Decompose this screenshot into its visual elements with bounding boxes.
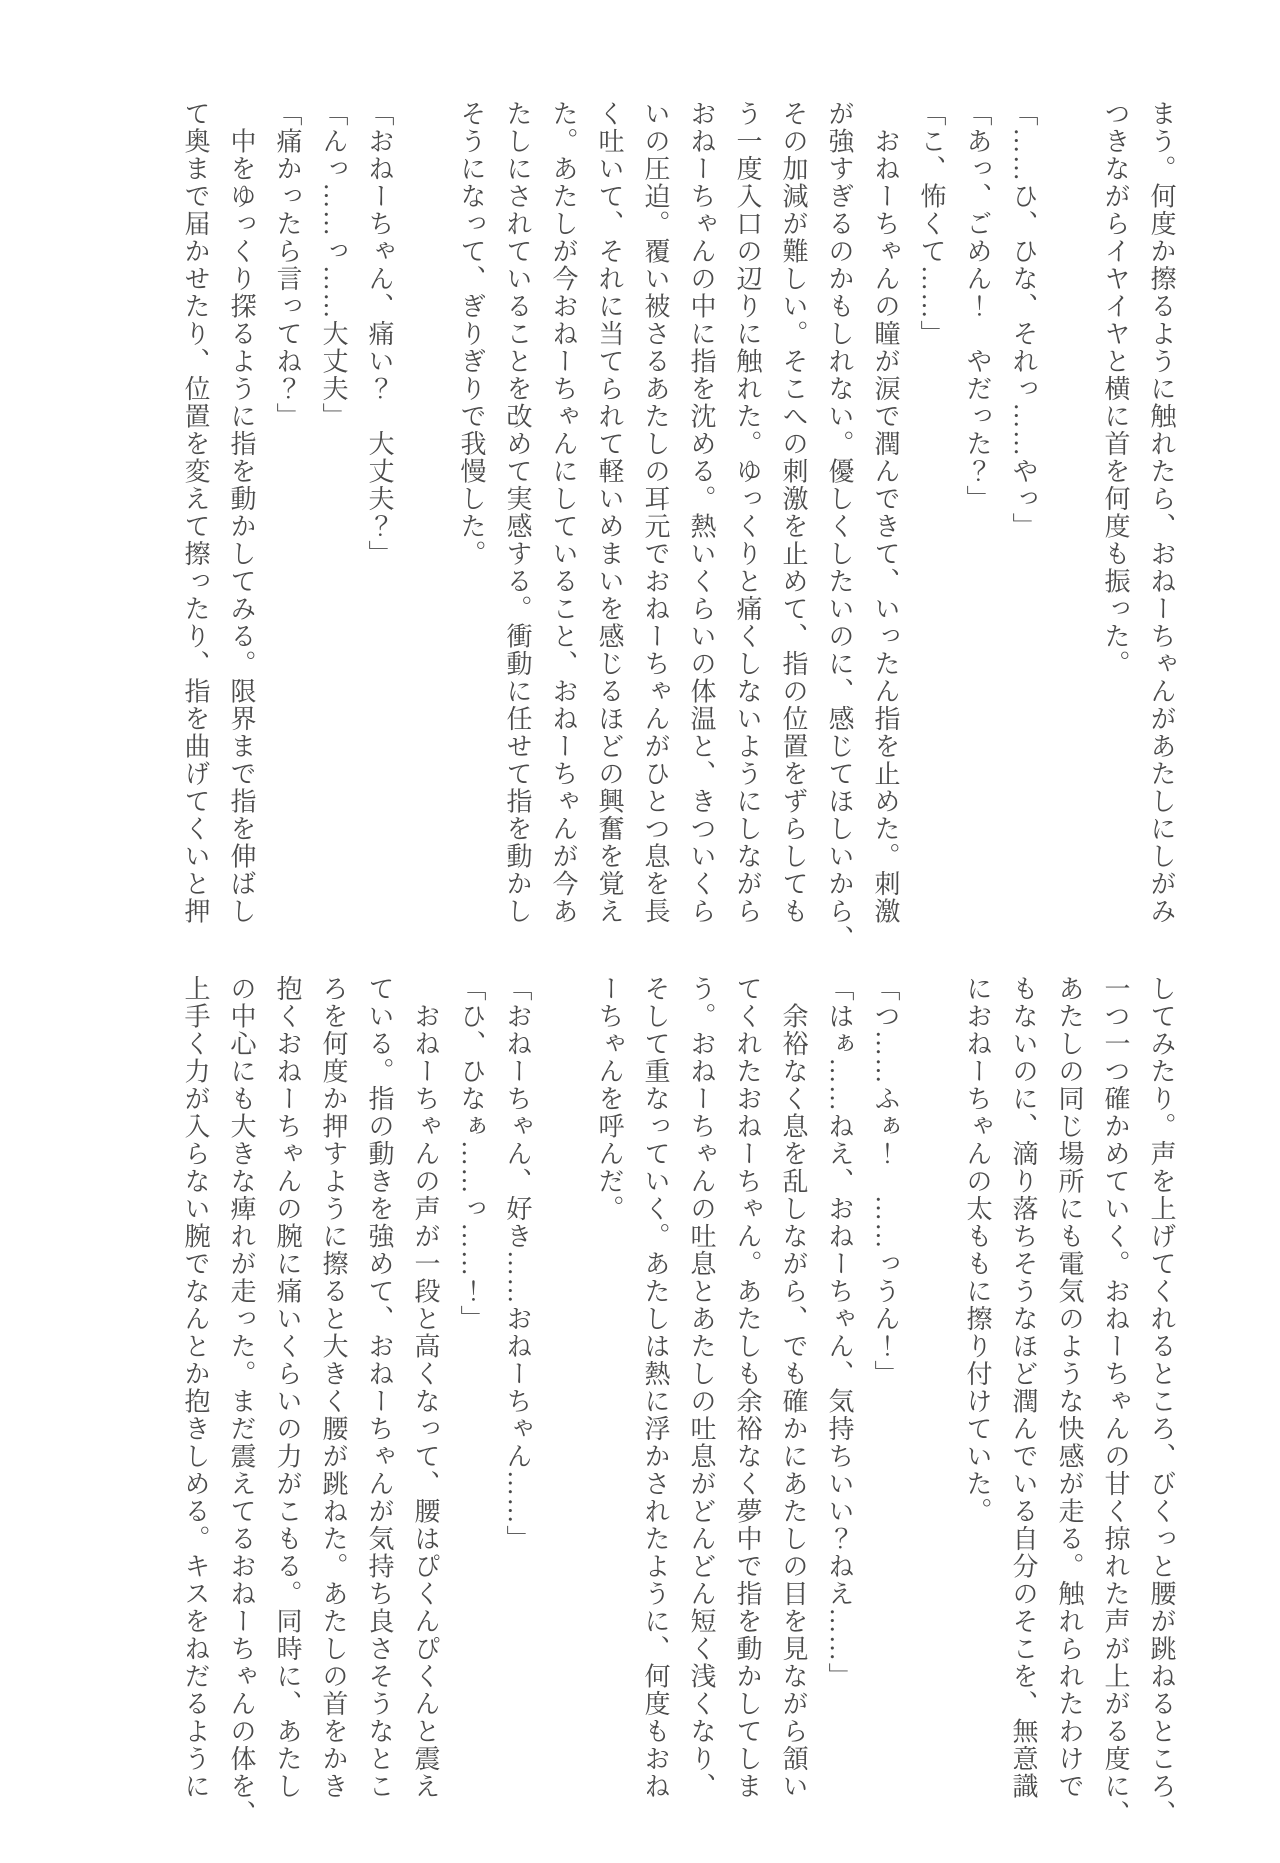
top-text-block — [172, 100, 1184, 953]
text-line: その加減が難しい。そこへの刺激を止めて、指の位置をずらしても — [779, 100, 808, 925]
text-line: ーちゃんを呼んだ。 — [595, 975, 624, 1223]
text-line: そして重なっていく。あたしは熱に浮かされたように、何度もおね — [641, 975, 670, 1800]
bottom-text-block — [172, 975, 1184, 1828]
text-line: 「おねーちゃん、好き……おねーちゃん……」 — [503, 975, 532, 1553]
text-line: もないのに、滴り落ちそうなほど潤んでいる自分のそこを、無意識 — [1009, 975, 1038, 1800]
text-line: おねーちゃんの中に指を沈める。熱いくらいの体温と、きついくら — [687, 100, 716, 925]
text-line: ている。指の動きを強めて、おねーちゃんが気持ち良さそうなとこ — [365, 975, 394, 1800]
text-line: 中をゆっくり探るように指を動かしてみる。限界まで指を伸ばし — [227, 100, 256, 925]
text-line: く吐いて、それに当てられて軽いめまいを感じるほどの興奮を覚え — [595, 100, 624, 925]
text-line: 「んっ……っ……大丈夫」 — [319, 100, 348, 430]
text-line: まう。何度か擦るように触れたら、おねーちゃんがあたしにしがみ — [1147, 100, 1176, 925]
text-line: た。あたしが今おねーちゃんにしていること、おねーちゃんが今あ — [549, 100, 578, 925]
text-line: 「あっ、ごめん！ やだった？」 — [963, 100, 992, 513]
text-line: が強すぎるのかもしれない。優しくしたいのに、感じてほしいから、 — [825, 100, 854, 953]
text-line: う一度入口の辺りに触れた。ゆっくりと痛くしないようにしながら — [733, 100, 762, 925]
text-line: てくれたおねーちゃん。あたしも余裕なく夢中で指を動かしてしま — [733, 975, 762, 1800]
text-line: ろを何度か押すように擦ると大きく腰が跳ねた。あたしの首をかき — [319, 975, 348, 1800]
text-line: つきながらイヤイヤと横に首を何度も振った。 — [1101, 100, 1130, 678]
text-line: 「つ……ふぁ！ ……っうん！」 — [871, 975, 900, 1388]
text-line: 「……ひ、ひな、それっ……やっ」 — [1009, 100, 1038, 540]
text-line: 「こ、怖くて……」 — [917, 100, 946, 348]
text-line: 抱くおねーちゃんの腕に痛いくらいの力がこもる。同時に、あたし — [273, 975, 302, 1800]
text-line: におねーちゃんの太ももに擦り付けていた。 — [963, 975, 992, 1525]
text-line: あたしの同じ場所にも電気のような快感が走る。触れられたわけで — [1055, 975, 1084, 1800]
text-line: 「おねーちゃん、痛い？ 大丈夫？」 — [365, 100, 394, 568]
text-line: 「痛かったら言ってね？」 — [273, 100, 302, 430]
text-line: う。おねーちゃんの吐息とあたしの吐息がどんどん短く浅くなり、 — [687, 975, 716, 1800]
text-line: 一つ一つ確かめていく。おねーちゃんの甘く掠れた声が上がる度に、 — [1101, 975, 1130, 1828]
text-line: の中心にも大きな痺れが走った。まだ震えてるおねーちゃんの体を、 — [227, 975, 256, 1828]
text-line: て奥まで届かせたり、位置を変えて擦ったり、指を曲げてくいと押 — [181, 100, 210, 925]
text-line: 「はぁ……ねえ、おねーちゃん、気持ちいい？ねえ……」 — [825, 975, 854, 1690]
text-line: そうになって、ぎりぎりで我慢した。 — [457, 100, 486, 568]
text-line — [540, 975, 586, 1805]
text-line: おねーちゃんの声が一段と高くなって、腰はぴくんぴくんと震え — [411, 975, 440, 1800]
text-line: 上手く力が入らない腕でなんとか抱きしめる。キスをねだるように — [181, 975, 210, 1800]
text-line: してみたり。声を上げてくれるところ、びくっと腰が跳ねるところ、 — [1147, 975, 1176, 1828]
text-line: いの圧迫。覆い被さるあたしの耳元でおねーちゃんがひとつ息を長 — [641, 100, 670, 925]
text-line: おねーちゃんの瞳が涙で潤んできて、いったん指を止めた。刺激 — [871, 100, 900, 925]
text-line: 「ひ、ひなぁ……っ……！」 — [457, 975, 486, 1333]
text-line — [1046, 100, 1092, 930]
text-line — [402, 100, 448, 930]
text-line: 余裕なく息を乱しながら、でも確かにあたしの目を見ながら頷い — [779, 975, 808, 1800]
text-line: たしにされていることを改めて実感する。衝動に任せて指を動かし — [503, 100, 532, 925]
text-line — [908, 975, 954, 1805]
